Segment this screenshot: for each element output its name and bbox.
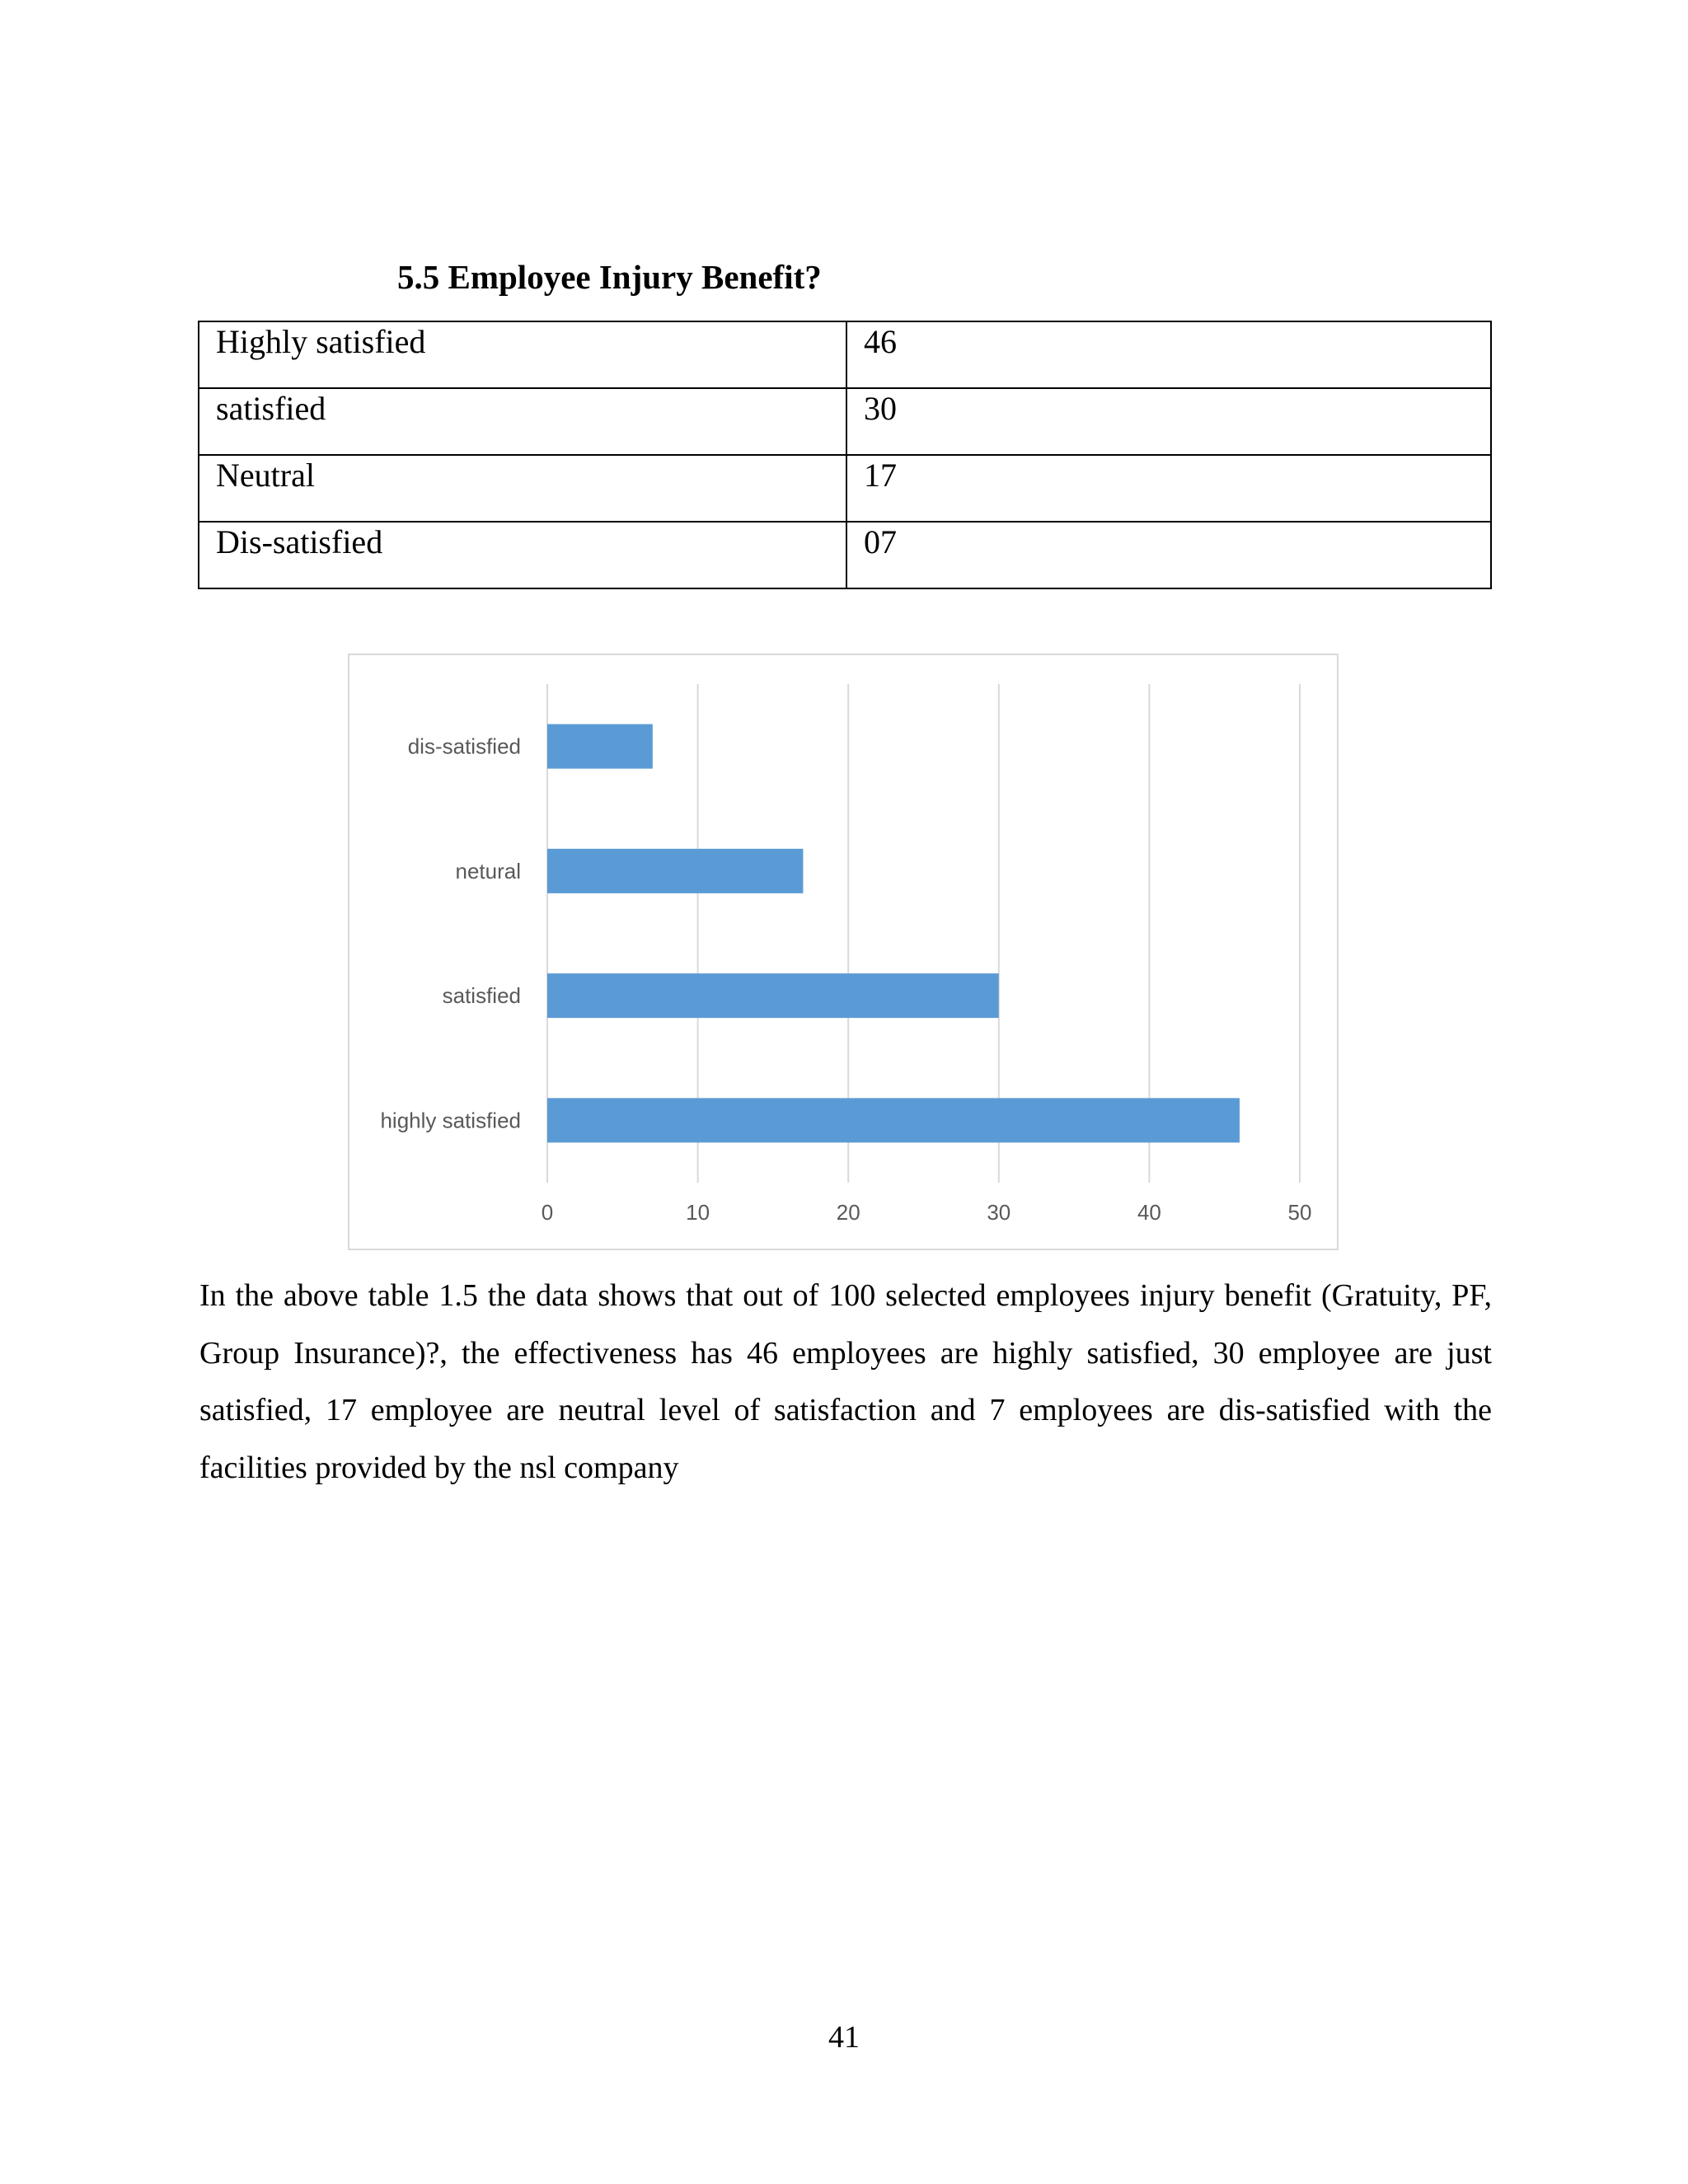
- row-label: Neutral: [199, 455, 846, 522]
- row-label: Highly satisfied: [199, 321, 846, 388]
- row-value: 07: [846, 522, 1491, 588]
- category-label: dis-satisfied: [407, 733, 521, 759]
- x-tick-label: 0: [541, 1200, 554, 1225]
- x-tick-label: 40: [1137, 1200, 1161, 1225]
- x-tick-label: 10: [686, 1200, 710, 1225]
- table-row: [199, 321, 1491, 388]
- description-paragraph: In the above table 1.5 the data shows that out of 100 selected employees injury benefit (Gratuity, PF, Group Insurance)?, the effectiveness has 46 employees are highly satisfied, 30 employee are just satisfied, 17 employee are neutral level of satisfaction and 7 employees are dis-satisfied with the facilities provided by the nsl company: [199, 1278, 1492, 1485]
- row-label: satisfied: [199, 388, 846, 455]
- bar: [547, 973, 999, 1018]
- page-number: 41: [828, 2020, 860, 2055]
- table-row: [199, 522, 1491, 588]
- row-value: 17: [846, 455, 1491, 522]
- bar: [547, 1098, 1240, 1142]
- row-label: Dis-satisfied: [199, 522, 846, 588]
- section-title: 5.5 Employee Injury Benefit?: [397, 258, 822, 296]
- table-row: [199, 388, 1491, 455]
- x-tick-label: 30: [987, 1200, 1011, 1225]
- bar: [547, 724, 653, 769]
- bar-chart-svg: [349, 655, 1340, 1252]
- bar-chart: [348, 654, 1339, 1250]
- x-tick-label: 50: [1287, 1200, 1312, 1225]
- satisfaction-table: [198, 321, 1492, 589]
- category-label: satisfied: [442, 983, 521, 1009]
- category-label: netural: [455, 858, 521, 883]
- bar: [547, 849, 803, 893]
- category-label: highly satisfied: [380, 1108, 521, 1133]
- x-tick-label: 20: [836, 1200, 860, 1225]
- row-value: 46: [846, 321, 1491, 388]
- row-value: 30: [846, 388, 1491, 455]
- table-row: [199, 455, 1491, 522]
